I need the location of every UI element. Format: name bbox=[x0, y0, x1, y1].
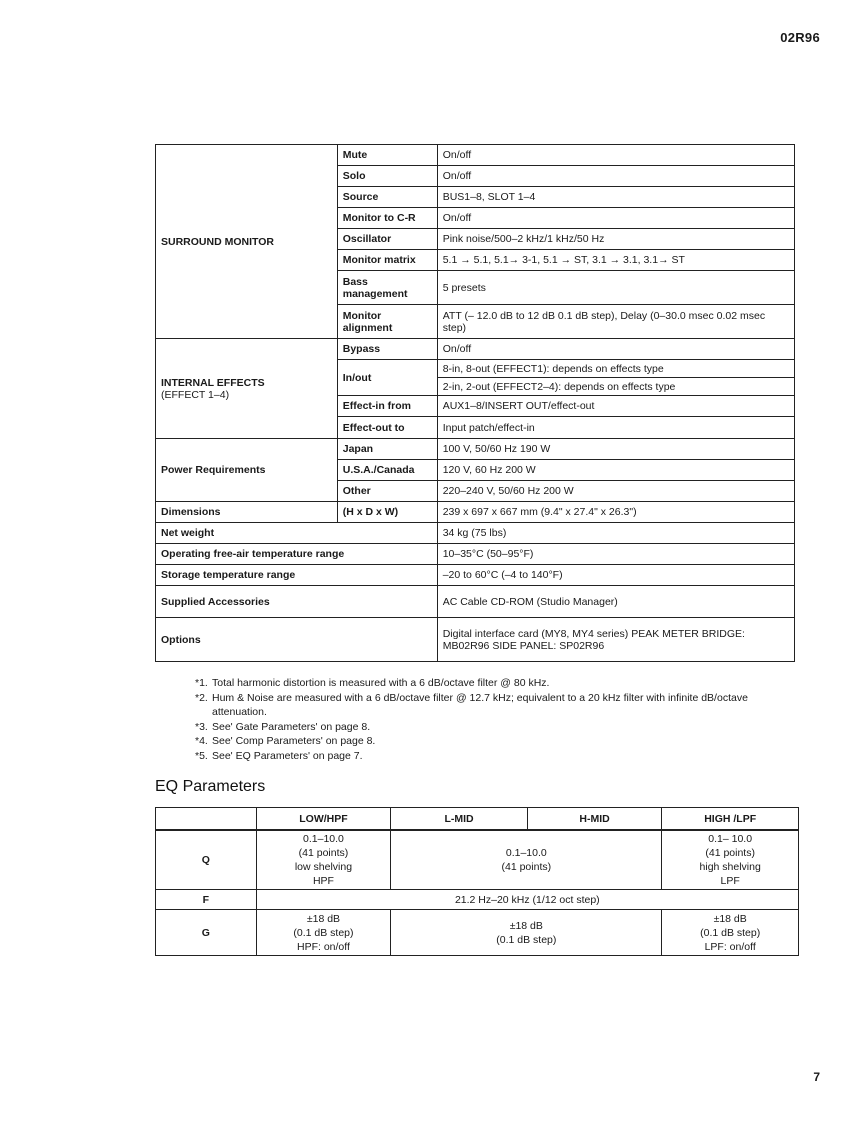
param-value: On/off bbox=[437, 208, 794, 229]
category-power: Power Requirements bbox=[156, 439, 338, 502]
eq-section-title: EQ Parameters bbox=[155, 778, 266, 795]
accessory-item: AC Cable bbox=[442, 595, 488, 608]
param-value: 5 presets bbox=[437, 271, 794, 305]
q-low-cell bbox=[256, 830, 391, 890]
category-label: INTERNAL EFFECTS bbox=[161, 376, 265, 389]
footnote-text: See' EQ Parameters' on page 7. bbox=[212, 749, 363, 762]
cell-line: LPF: on/off bbox=[704, 940, 756, 953]
param-value: 8-in, 8-out (EFFECT1): depends on effects type bbox=[437, 360, 794, 378]
header-h-mid: H-MID bbox=[527, 808, 662, 831]
model-name: 02R96 bbox=[780, 30, 820, 45]
cell-line: (41 points) bbox=[501, 861, 552, 873]
cell-line: (0.1 dB step) bbox=[496, 933, 557, 946]
param-value: ATT (– 12.0 dB to 12 dB 0.1 dB step), Delay (0–30.0 msec 0.02 msec step) bbox=[437, 305, 794, 339]
footnote-text: Total harmonic distortion is measured with a 6 dB/octave filter @ 80 kHz. bbox=[212, 677, 550, 689]
cell-line: HPF: on/off bbox=[296, 940, 350, 953]
param-label: (H x D x W) bbox=[337, 502, 437, 523]
param-value: 220–240 V, 50/60 Hz 200 W bbox=[437, 481, 794, 502]
param-value: Input patch/effect-in bbox=[437, 417, 794, 439]
options-label: Options bbox=[156, 618, 438, 662]
header-empty bbox=[156, 808, 257, 831]
param-value: BUS1–8, SLOT 1–4 bbox=[437, 187, 794, 208]
header-l-mid: L-MID bbox=[391, 808, 528, 831]
param-value: 34 kg (75 lbs) bbox=[437, 523, 794, 544]
param-label: Effect-in from bbox=[337, 396, 437, 417]
param-label: Bass management bbox=[337, 271, 437, 305]
param-value: 100 V, 50/60 Hz 190 W bbox=[437, 439, 794, 460]
param-value: On/off bbox=[437, 166, 794, 187]
param-value: AUX1–8/INSERT OUT/effect-out bbox=[437, 396, 794, 417]
storage-temp-label: Storage temperature range bbox=[156, 565, 438, 586]
cell-line: (0.1 dB step) bbox=[293, 926, 354, 939]
table-row bbox=[156, 523, 795, 544]
row-label-q: Q bbox=[156, 830, 257, 890]
table-row bbox=[156, 890, 799, 910]
row-label-g: G bbox=[156, 910, 257, 956]
footnote-marker: *2. bbox=[195, 691, 208, 704]
param-label: Mute bbox=[337, 145, 437, 166]
cell-line: high shelving bbox=[699, 861, 761, 873]
table-row bbox=[156, 544, 795, 565]
table-row bbox=[156, 565, 795, 586]
header-low-hpf: LOW/HPF bbox=[256, 808, 391, 831]
param-value: On/off bbox=[437, 339, 794, 360]
param-label: Bypass bbox=[337, 339, 437, 360]
cell-line: 0.1– 10.0 bbox=[708, 833, 753, 845]
footnote-text: Hum & Noise are measured with a 6 dB/octave filter @ 12.7 kHz; equivalent to a 20 kHz filter with infinite dB/octave attenuation. bbox=[212, 691, 748, 718]
table-row bbox=[156, 339, 795, 360]
accessory-item: CD-ROM (Studio Manager) bbox=[490, 595, 618, 608]
param-value: 2-in, 2-out (EFFECT2–4): depends on effects type bbox=[437, 378, 794, 396]
op-temp-label: Operating free-air temperature range bbox=[156, 544, 438, 565]
footnote bbox=[195, 734, 795, 749]
option-item: SIDE PANEL: SP02R96 bbox=[492, 639, 605, 652]
param-label: In/out bbox=[337, 360, 437, 396]
cell-line: HPF bbox=[312, 875, 334, 887]
param-label: Japan bbox=[337, 439, 437, 460]
footnote-marker: *3. bbox=[195, 720, 208, 733]
weight-label: Net weight bbox=[156, 523, 438, 544]
category-surround-monitor: SURROUND MONITOR bbox=[156, 145, 338, 339]
param-label: Effect-out to bbox=[337, 417, 437, 439]
eq-table bbox=[155, 807, 799, 956]
g-high-cell bbox=[662, 910, 799, 956]
table-row bbox=[156, 502, 795, 523]
table-header-row bbox=[156, 808, 799, 831]
footnote bbox=[195, 691, 795, 720]
cell-line: (41 points) bbox=[298, 847, 349, 859]
cell-line: ±18 dB bbox=[306, 912, 341, 925]
footnote-marker: *5. bbox=[195, 749, 208, 762]
table-row bbox=[156, 586, 795, 618]
row-label-f: F bbox=[156, 890, 257, 910]
q-high-cell bbox=[662, 830, 799, 890]
footnote bbox=[195, 720, 795, 735]
param-label: Source bbox=[337, 187, 437, 208]
option-item: PEAK METER BRIDGE: MB02R96 bbox=[442, 627, 745, 652]
q-mid-cell bbox=[391, 830, 662, 890]
g-low-cell bbox=[256, 910, 391, 956]
cell-line: 0.1–10.0 bbox=[303, 833, 344, 845]
cell-line: ±18 dB bbox=[509, 919, 543, 932]
param-value bbox=[437, 618, 794, 662]
g-mid-cell bbox=[391, 910, 662, 956]
param-value: Pink noise/500–2 kHz/1 kHz/50 Hz bbox=[437, 229, 794, 250]
footnote bbox=[195, 676, 795, 691]
table-row bbox=[156, 145, 795, 166]
footnote-marker: *4. bbox=[195, 735, 208, 747]
footnote-text: See' Comp Parameters' on page 8. bbox=[212, 735, 376, 747]
param-label: Oscillator bbox=[337, 229, 437, 250]
table-row bbox=[156, 439, 795, 460]
param-label: Monitor alignment bbox=[337, 305, 437, 339]
footnote-text: See' Gate Parameters' on page 8. bbox=[212, 720, 371, 733]
footnote-marker: *1. bbox=[195, 677, 208, 689]
table-row bbox=[156, 830, 799, 890]
option-item: Digital interface card (MY8, MY4 series) bbox=[442, 627, 629, 640]
param-value: –20 to 60°C (–4 to 140°F) bbox=[437, 565, 794, 586]
header-high-lpf: HIGH /LPF bbox=[662, 808, 799, 831]
param-value bbox=[437, 586, 794, 618]
param-value: 239 x 697 x 667 mm (9.4" x 27.4" x 26.3") bbox=[437, 502, 794, 523]
param-value: 5.1 → 5.1, 5.1→ 3-1, 5.1 → ST, 3.1 → 3.1, 3.1→ ST bbox=[437, 250, 794, 271]
f-cell: 21.2 Hz–20 kHz (1/12 oct step) bbox=[256, 890, 798, 910]
page-number: 7 bbox=[813, 1070, 820, 1084]
cell-line: 0.1–10.0 bbox=[505, 847, 547, 859]
param-label: Other bbox=[337, 481, 437, 502]
category-internal-effects bbox=[156, 339, 338, 439]
spec-table bbox=[155, 144, 795, 662]
dimensions-label: Dimensions bbox=[156, 502, 338, 523]
param-value: On/off bbox=[437, 145, 794, 166]
cell-line: LPF bbox=[720, 875, 740, 887]
cell-line: low shelving bbox=[294, 861, 353, 873]
table-row bbox=[156, 910, 799, 956]
footnotes bbox=[195, 676, 795, 763]
param-label: Monitor to C-R bbox=[337, 208, 437, 229]
cell-line: (0.1 dB step) bbox=[700, 926, 761, 939]
param-label: U.S.A./Canada bbox=[337, 460, 437, 481]
param-label: Monitor matrix bbox=[337, 250, 437, 271]
accessories-label: Supplied Accessories bbox=[156, 586, 438, 618]
cell-line: (41 points) bbox=[705, 847, 755, 859]
table-row bbox=[156, 618, 795, 662]
cell-line: ±18 dB bbox=[713, 912, 747, 925]
param-value: 120 V, 60 Hz 200 W bbox=[437, 460, 794, 481]
footnote bbox=[195, 749, 795, 764]
param-value: 10–35°C (50–95°F) bbox=[437, 544, 794, 565]
category-sublabel: (EFFECT 1–4) bbox=[161, 388, 230, 401]
param-label: Solo bbox=[337, 166, 437, 187]
